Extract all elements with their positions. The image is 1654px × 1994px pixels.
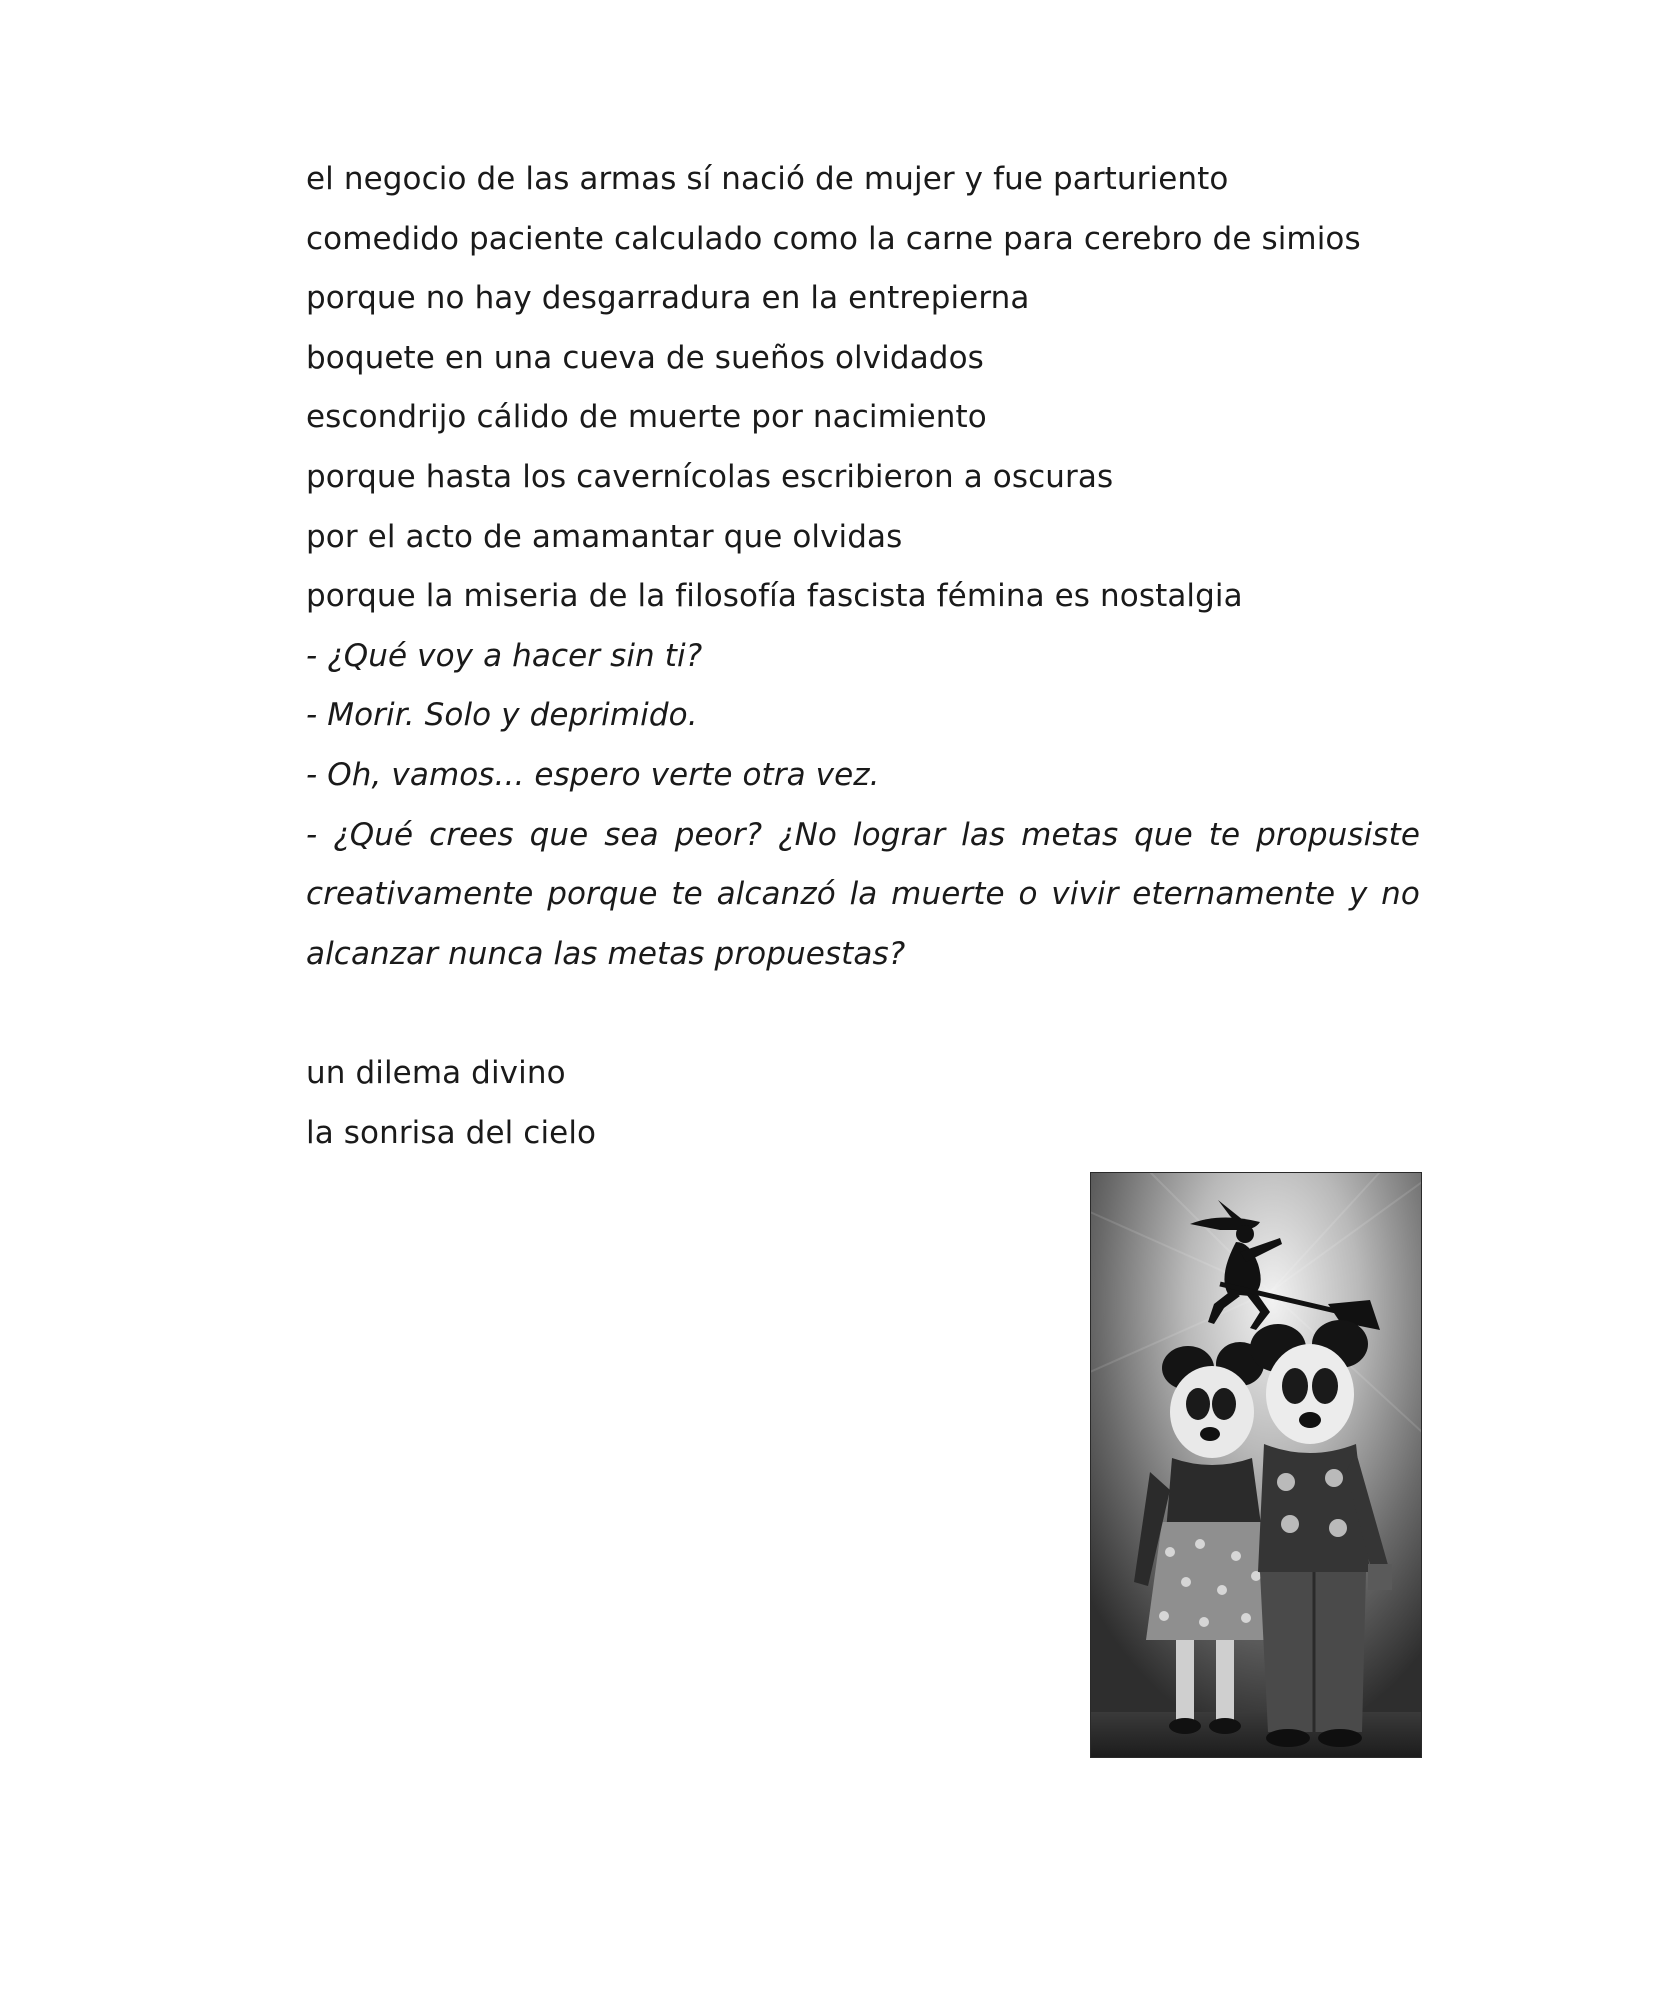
dialogue-line-3: - Oh, vamos... espero verte otra vez. (306, 756, 880, 793)
dialogue-line-1: - ¿Qué voy a hacer sin ti? (306, 637, 703, 674)
verse-line-5: escondrijo cálido de muerte por nacimiento (306, 399, 987, 436)
verse-line-3: porque no hay desgarradura en la entrepierna (306, 280, 1030, 317)
dialogue-paragraph: - ¿Qué crees que sea peor? ¿No lograr las metas que te propusiste creativamente porque te alcanzó la muerte o vivir eternamente y no alcanzar nunca las metas propuestas? (306, 816, 1420, 972)
photo-artwork (1090, 1172, 1422, 1758)
photo-floor (1090, 1712, 1422, 1758)
poem-text (306, 150, 1420, 1163)
stanza-break (306, 984, 1420, 1044)
verse-line-1: el negocio de las armas sí nació de mujer y fue parturiento (306, 161, 1229, 197)
verse-line-4: boquete en una cueva de sueños olvidados (306, 339, 984, 376)
verse-line-7: por el acto de amamantar que olvidas (306, 518, 903, 555)
illustration-photo (1090, 1172, 1422, 1758)
verse-line-6: porque hasta los cavernícolas escribieron a oscuras (306, 458, 1114, 495)
verse-line-2: comedido paciente calculado como la carne para cerebro de simios (306, 220, 1361, 257)
closing-line-2: la sonrisa del cielo (306, 1114, 597, 1151)
verse-line-8: porque la miseria de la filosofía fascista fémina es nostalgia (306, 578, 1243, 615)
closing-line-1: un dilema divino (306, 1054, 566, 1091)
dialogue-line-2: - Morir. Solo y deprimido. (306, 697, 698, 734)
